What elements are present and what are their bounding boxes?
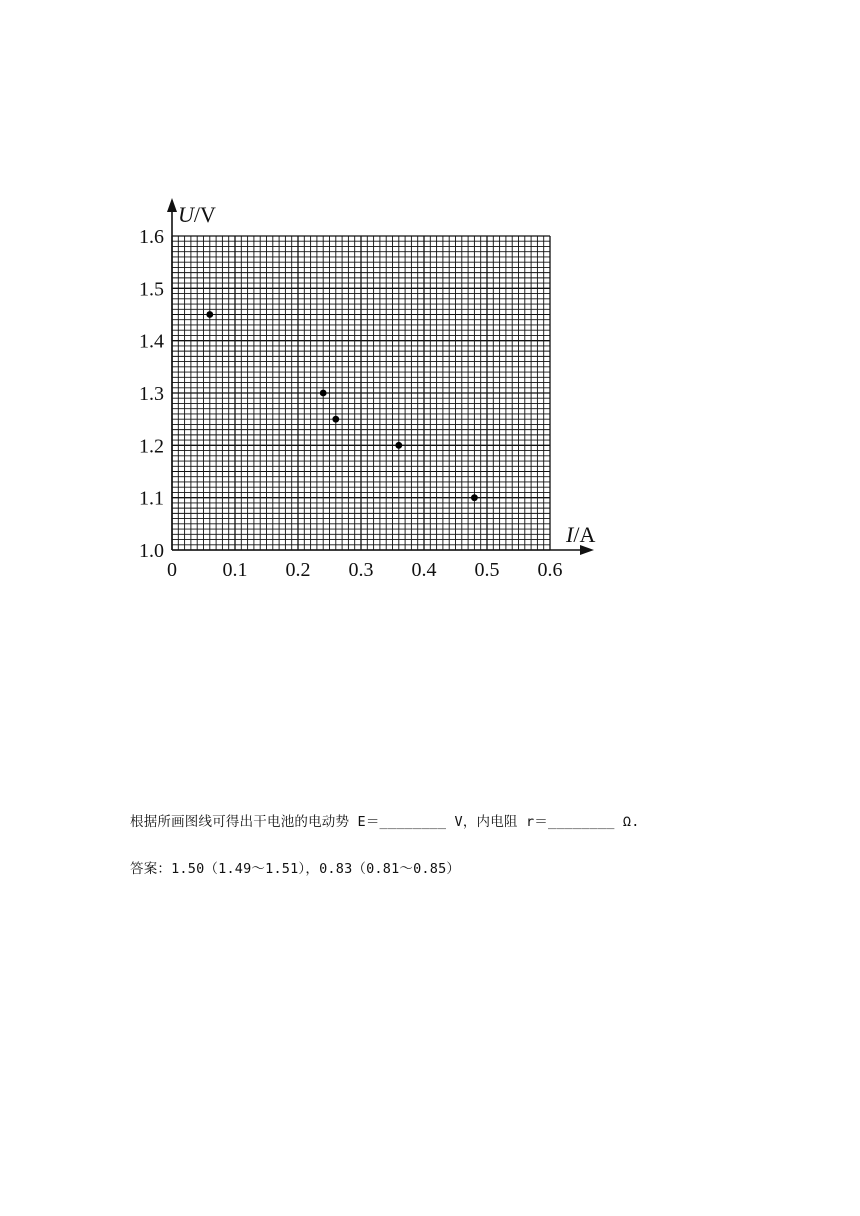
y-tick-label: 1.2 [139, 435, 164, 458]
y-axis-label [178, 202, 216, 227]
x-axis-label-symbol: I [566, 522, 574, 547]
data-point [395, 442, 402, 449]
answer-text: 答案：1.50（1.49～1.51），0.83（0.81～0.85） [130, 861, 461, 877]
chart-grid [172, 236, 550, 550]
y-tick-labels [139, 226, 164, 562]
x-tick-label: 0.3 [348, 559, 374, 581]
x-tick-label: 0.1 [222, 559, 248, 581]
data-point [332, 416, 339, 423]
x-tick-label: 0.2 [285, 559, 311, 581]
question-text: 根据所画图线可得出干电池的电动势 E＝________ V，内电阻 r＝________ Ω. [130, 814, 640, 830]
data-point [206, 311, 213, 318]
y-tick-label: 1.5 [139, 278, 164, 301]
y-tick-label: 1.0 [139, 540, 164, 562]
y-tick-label: 1.6 [139, 226, 164, 248]
y-tick-label: 1.4 [139, 330, 164, 353]
x-tick-labels [167, 559, 563, 581]
y-tick-label: 1.1 [139, 487, 164, 510]
y-axis-label-symbol: U [178, 202, 194, 227]
u-i-chart [120, 190, 620, 590]
data-point [320, 390, 327, 397]
y-tick-label: 1.3 [139, 383, 164, 405]
x-axis-label-unit: /A [573, 522, 596, 547]
x-tick-label: 0.5 [474, 559, 500, 581]
x-tick-label: 0.6 [537, 559, 563, 581]
y-axis-label-unit: /V [193, 202, 216, 227]
y-axis-arrow-icon [167, 198, 177, 212]
data-point [471, 494, 478, 501]
x-axis-label [565, 522, 595, 547]
x-tick-label: 0 [167, 559, 177, 581]
x-tick-label: 0.4 [411, 559, 437, 581]
